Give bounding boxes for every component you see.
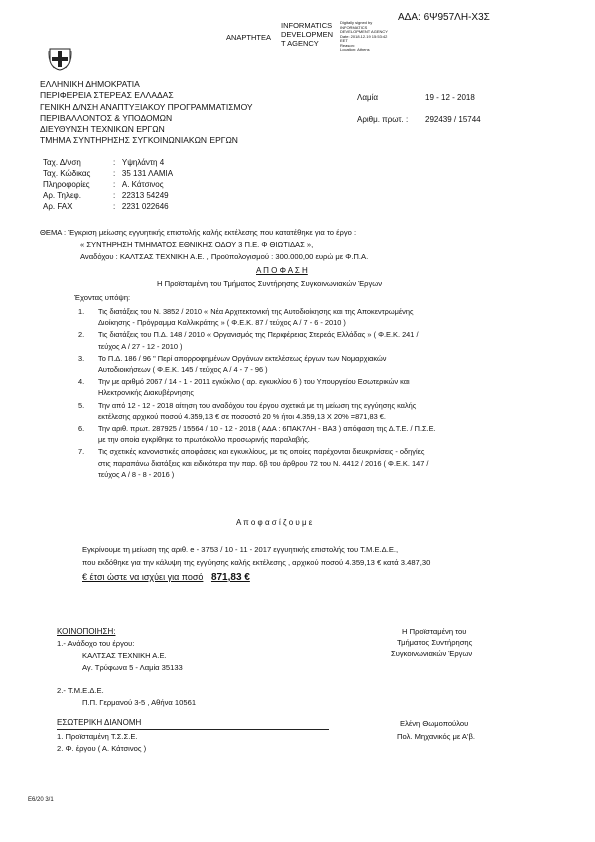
authority-line: Η Προϊσταμένη του Τμήματος Συντήρησης Συγκοινωνιακών Έργων	[157, 279, 383, 288]
signature-title-3: Συγκοινωνιακών Έργων	[391, 649, 473, 658]
notify-recipient-1-name: ΚΑΛΤΣΑΣ ΤΕΧΝΙΚΗ Α.Ε.	[82, 651, 167, 660]
contact-row: Ταχ. Δ/νση : Υψηλάντη 4	[43, 158, 165, 167]
list-item: 2. Τις διατάξεις του Π.Δ. 148 / 2010 « Οργανισμός της Περιφέρειας Στερεάς Ελλάδας » ( Φ.Ε.Κ. 241 / τεύχος Α / 27 - 12 - 2010 )	[78, 330, 419, 351]
internal-distribution-title: ΕΣΩΤΕΡΙΚΗ ΔΙΑΝΟΜΗ	[57, 718, 142, 727]
digital-signature-details: Digitally signed by INFORMATICS DEVELOPMENT AGENCY Date: 2018.12.19 15:53:42 EET Reason: Location: Athens	[340, 20, 388, 52]
notify-recipient-1-label: 1.- Ανάδοχο του έργου:	[57, 639, 135, 648]
list-item: 1. Τις διατάξεις του Ν. 3852 / 2010 « Νέα Αρχιτεκτονική της Αυτοδιοίκησης και της Αποκεντρωμένης Διοίκησης - Πρόγραμμα Καλλικράτης » ( Φ.Ε.Κ. 87 / τεύχος Α / 7 - 6 - 2010 )	[78, 307, 414, 328]
decision-title: Α Π Ο Φ Α Σ Η	[256, 266, 308, 275]
signatory-name: Ελένη Θωμοπούλου	[400, 719, 469, 728]
approved-amount: 871,83 €	[210, 572, 250, 583]
list-item: 5. Την από 12 - 12 - 2018 αίτηση του αναδόχου του έργου σχετικά με τη μείωση της εγγύησης καλής εκτέλεσης αρχικού ποσού 4.359,13 € σε ποσοστό 20 % ήτοι 4.359,13 Χ 20% =871,83 €.	[78, 400, 417, 421]
signature-title-2: Τμήματος Συντήρησης	[397, 638, 473, 647]
contact-row: Αρ. FAX : 2231 022646	[43, 202, 169, 211]
notify-recipient-2-label: 2.- Τ.Μ.Ε.Δ.Ε.	[57, 686, 104, 695]
list-item: 6. Την αριθ. πρωτ. 287925 / 15564 / 10 - 12 - 2018 ( ΑΔΑ : 6ΠΑΚ7ΛΗ - ΒΑ3 ) απόφαση της Δ.Τ.Ε. / Π.Σ.Ε. με την οποία εγκρίθηκε το πρωτόκολλο προσωρινής παραλαβής.	[78, 424, 436, 445]
notify-title: ΚΟΙΝΟΠΟΙΗΣΗ:	[57, 627, 116, 636]
greek-emblem-icon	[48, 47, 72, 71]
list-item: 3. Το Π.Δ. 186 / 96 " Περί απορροφημένων Οργάνων εκτελέσεως έργων των Νομαρχιακών Αυτοδιοικήσεων ( Φ.Ε.Κ. 145 / τεύχος Α / 4 - 7 - 96 )	[78, 353, 387, 375]
contact-row: Πληροφορίες : Α. Κάτσινος	[43, 180, 164, 189]
protocol-label: Αριθμ. πρωτ. :	[357, 115, 409, 124]
document-date: 19 - 12 - 2018	[425, 93, 475, 102]
digital-signature-agency: INFORMATICS DEVELOPMEN T AGENCY	[281, 21, 334, 48]
contact-row: Αρ. Τηλεφ. : 22313 54249	[43, 191, 169, 200]
list-item: 4. Την με αριθμό 2067 / 14 - 1 - 2011 εγκύκλιο ( αρ. εγκυκλίου 6 ) του Υπουργείου Εσωτερικών και Ηλεκτρονικής Διακυβέρνησης	[78, 377, 410, 398]
anartitea-label: ΑΝΑΡΤΗΤΕΑ	[226, 33, 272, 42]
subject-project: « ΣΥΝΤΗΡΗΣΗ ΤΜΗΜΑΤΟΣ ΕΘΝΙΚΗΣ ΟΔΟΥ 3 Π.Ε. Φ ΘΙΩΤΙΔΑΣ »,	[80, 240, 314, 249]
ada-code: ΑΔΑ: 6Ψ957ΛΗ-Χ3Σ	[398, 12, 490, 23]
we-decide-heading: Α π ο φ α σ ί ζ ο υ μ ε	[236, 518, 313, 527]
approval-line-1: Εγκρίνουμε τη μείωση της αριθ. e - 3753 / 10 - 11 - 2017 εγγυητικής επιστολής του Τ.Μ.Ε.Δ.Ε.,	[82, 545, 399, 554]
internal-line-1: 1. Προϊσταμένη Τ.Σ.Σ.Ε.	[57, 732, 138, 741]
approval-line-2: που εκδόθηκε για την κάλυψη της εγγύησης καλής εκτέλεσης , αρχικού ποσού 4.359,13 € κατά 3.487,30	[82, 558, 431, 567]
notify-recipient-2-address: Π.Π. Γερμανού 3-5 , Αθήνα 10561	[82, 698, 197, 707]
approval-line-3: € έτσι ώστε να ισχύει για ποσό 871,83 €	[82, 572, 250, 583]
subject-contractor: Αναδόχου : ΚΑΛΤΣΑΣ ΤΕΧΝΙΚΗ Α.Ε. , Προϋπολογισμού : 300.000,00 ευρώ με Φ.Π.Α.	[80, 252, 369, 261]
footer-code: Ε6/20 3/1	[28, 797, 54, 803]
considerations-list	[78, 306, 556, 480]
protocol-number: 292439 / 15744	[425, 115, 481, 124]
divider	[57, 729, 329, 730]
signatory-position: Πολ. Μηχανικός με Α'β.	[397, 732, 475, 741]
list-item: 7. Τις σχετικές κανονιστικές αποφάσεις και εγκυκλίους, με τις οποίες παρέχονται διευκρινίσεις - οδηγίες στις παραπάνω διατάξεις και ειδικότερα την παρ. 6β του άρθρου 72 του Ν. 4412 / 2016 ( Φ.Ε.Κ. 147 / τεύχος Α / 8 - 8 - 2016 )	[78, 447, 429, 479]
internal-line-2: 2. Φ. έργου ( Α. Κάτσινος )	[57, 744, 147, 753]
notify-recipient-1-address: Αγ. Τρύφωνα 5 - Λαμία 35133	[82, 663, 183, 672]
having-regard-label: Έχοντας υπόψη:	[74, 293, 131, 302]
issuer-block: ΕΛΛΗΝΙΚΗ ΔΗΜΟΚΡΑΤΙΑ ΠΕΡΙΦΕΡΕΙΑ ΣΤΕΡΕΑΣ ΕΛΛΑΔΑΣ ΓΕΝΙΚΗ Δ/ΝΣΗ ΑΝΑΠΤΥΞΙΑΚΟΥ ΠΡΟΓΡΑΜΜΑΤΙΣΜΟΥ ΠΕΡΙΒΑΛΛΟΝΤΟΣ & ΥΠΟΔΟΜΩΝ ΔΙΕΥΘΥΝΣΗ ΤΕΧΝΙΚΩΝ ΕΡΓΩΝ ΤΜΗΜΑ ΣΥΝΤΗΡΗΣΗΣ ΣΥΓΚΟΙΝΩΝΙΑΚΩΝ ΕΡΓΩΝ	[40, 79, 253, 146]
subject-line: ΘΕΜΑ : Έγκριση μείωσης εγγυητικής επιστολής καλής εκτέλεσης που κατατέθηκε για το έργο :	[40, 228, 357, 237]
place-label: Λαμία	[357, 93, 378, 102]
contact-row: Ταχ. Κώδικας : 35 131 ΛΑΜΙΑ	[43, 169, 174, 178]
signature-title-1: Η Προϊσταμένη του	[402, 627, 467, 636]
contact-block	[43, 157, 173, 212]
